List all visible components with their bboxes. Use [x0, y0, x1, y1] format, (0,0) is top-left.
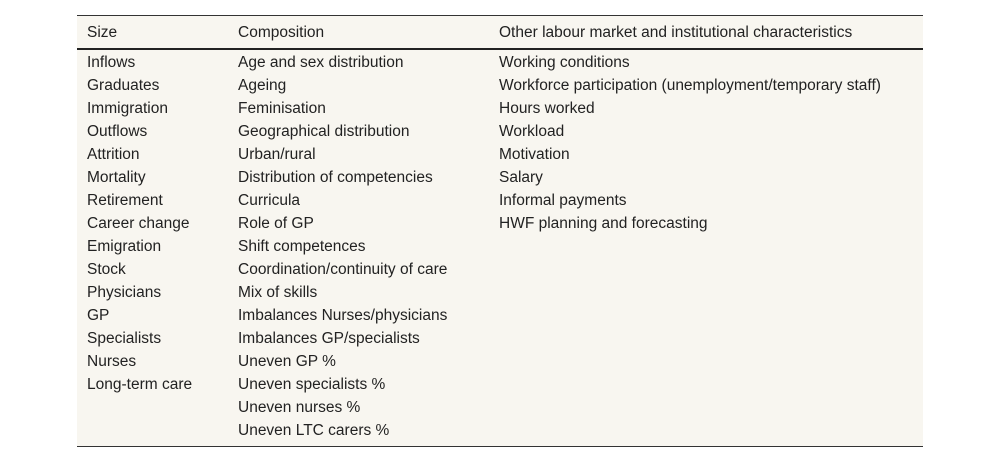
- size-cell: Mortality: [87, 169, 146, 186]
- size-cell: Immigration: [87, 100, 168, 117]
- size-cell: Inflows: [87, 54, 136, 71]
- composition-cell: Ageing: [238, 77, 287, 94]
- size-cell: Stock: [87, 261, 126, 278]
- composition-cell: Age and sex distribution: [238, 54, 404, 71]
- size-cell: Physicians: [87, 284, 162, 301]
- other-cell: Workforce participation (unemployment/temporary staff): [499, 77, 881, 94]
- composition-cell: Imbalances Nurses/physicians: [238, 307, 448, 324]
- other-cell: HWF planning and forecasting: [499, 215, 708, 232]
- size-cell: Attrition: [87, 146, 140, 163]
- size-cell: Specialists: [87, 330, 162, 347]
- composition-cell: Geographical distribution: [238, 123, 410, 140]
- other-cell: Motivation: [499, 146, 570, 163]
- size-cell: GP: [87, 307, 110, 324]
- size-cell: Outflows: [87, 123, 148, 140]
- column-composition: [238, 51, 447, 442]
- composition-cell: Urban/rural: [238, 146, 316, 163]
- other-cell: Salary: [499, 169, 543, 186]
- other-cell: Informal payments: [499, 192, 627, 209]
- composition-cell: Imbalances GP/specialists: [238, 330, 420, 347]
- size-cell: Long-term care: [87, 376, 193, 393]
- composition-cell: Uneven nurses %: [238, 399, 361, 416]
- header-composition: Composition: [238, 24, 325, 41]
- composition-cell: Coordination/continuity of care: [238, 261, 448, 278]
- composition-cell: Curricula: [238, 192, 301, 209]
- workforce-table: [77, 15, 923, 447]
- size-cell: Graduates: [87, 77, 160, 94]
- header-other: Other labour market and institutional characteristics: [499, 24, 853, 41]
- column-size: [87, 51, 192, 396]
- composition-cell: Uneven specialists %: [238, 376, 386, 393]
- other-cell: Workload: [499, 123, 565, 140]
- composition-cell: Mix of skills: [238, 284, 318, 301]
- size-cell: Retirement: [87, 192, 163, 209]
- composition-cell: Uneven LTC carers %: [238, 422, 390, 439]
- other-cell: Working conditions: [499, 54, 630, 71]
- composition-cell: Uneven GP %: [238, 353, 336, 370]
- composition-cell: Role of GP: [238, 215, 314, 232]
- column-other: [499, 51, 881, 235]
- composition-cell: Distribution of competencies: [238, 169, 433, 186]
- composition-cell: Feminisation: [238, 100, 326, 117]
- size-cell: Emigration: [87, 238, 162, 255]
- header-size: Size: [87, 24, 118, 41]
- size-cell: Career change: [87, 215, 190, 232]
- size-cell: Nurses: [87, 353, 137, 370]
- other-cell: Hours worked: [499, 100, 595, 117]
- composition-cell: Shift competences: [238, 238, 366, 255]
- table-header-row: [77, 16, 923, 50]
